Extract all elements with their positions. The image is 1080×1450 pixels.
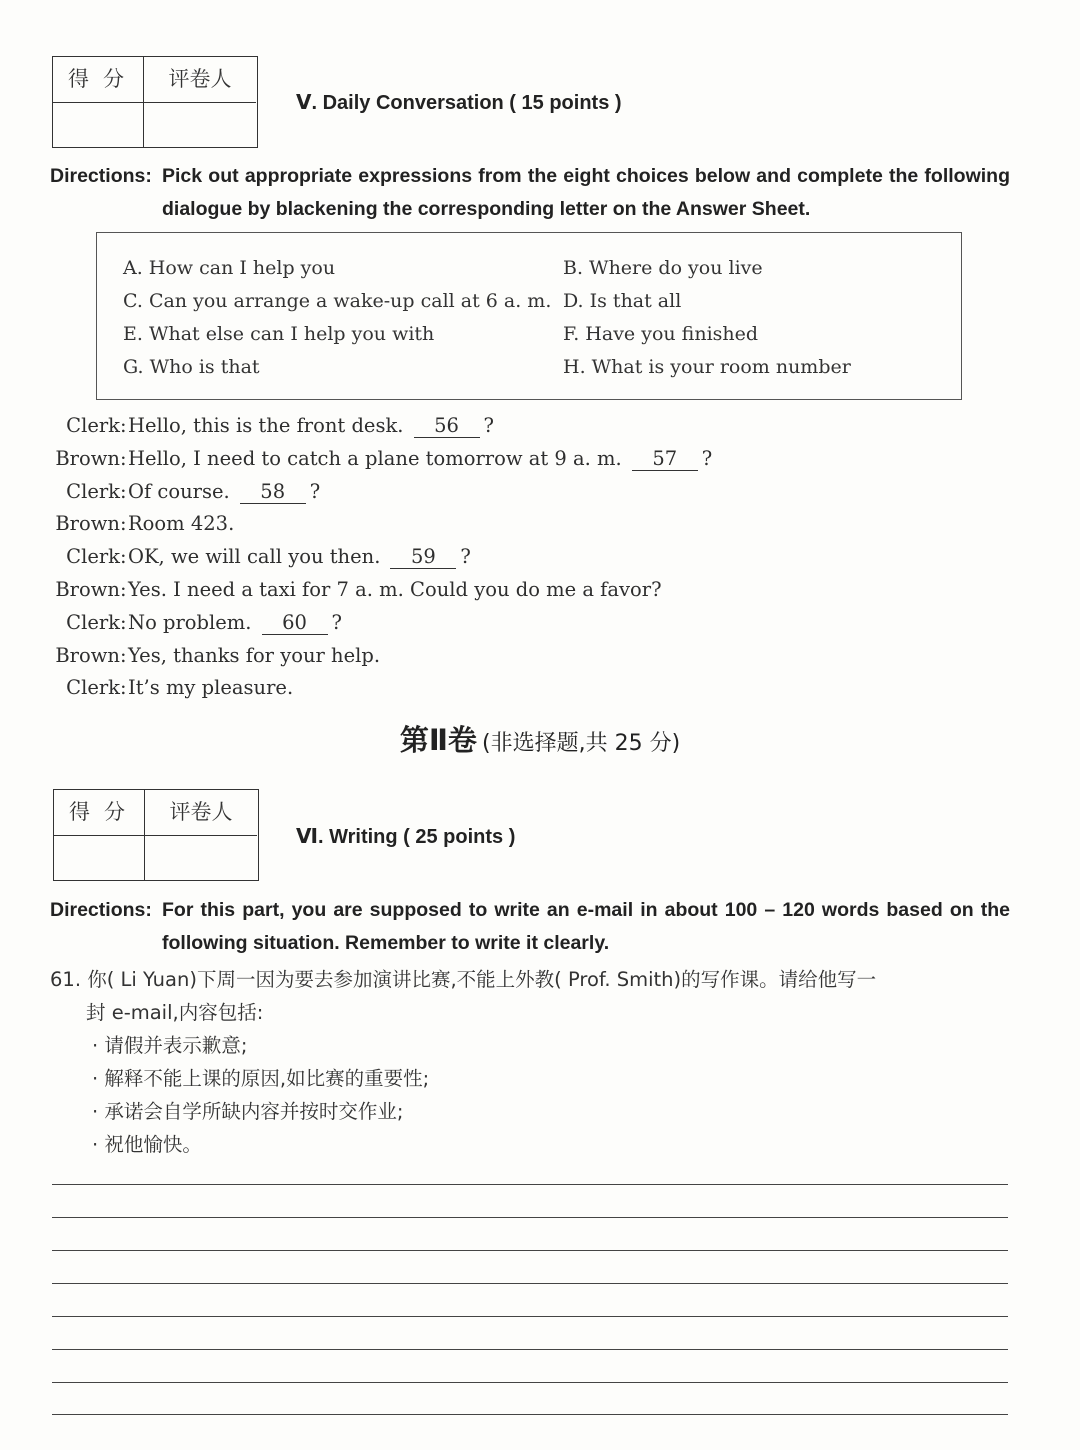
writing-line[interactable]	[52, 1382, 1008, 1383]
part2-subtitle: (非选择题,共 25 分)	[482, 731, 681, 756]
directions-text: Pick out appropriate expressions from the eight choices below and complete the following dialogue by blackening the corresponding letter on the Answer Sheet.	[162, 165, 1010, 220]
writing-line[interactable]	[52, 1217, 1008, 1218]
answer-blank[interactable]: 59	[390, 546, 456, 569]
dialogue-speaker: Brown	[55, 446, 120, 470]
directions-label: Directions:	[50, 899, 152, 921]
dialogue-line	[50, 545, 471, 569]
answer-blank[interactable]: 57	[632, 448, 698, 471]
grader-entry[interactable]	[144, 103, 256, 147]
choices-box	[96, 232, 962, 400]
dialogue-speaker: Clerk	[66, 610, 120, 634]
dialogue-end-mark: ?	[309, 479, 321, 503]
score-entry[interactable]	[53, 103, 144, 147]
dialogue-text: It’s my pleasure.	[128, 676, 294, 700]
grader-entry[interactable]	[145, 836, 257, 880]
dialogue-colon: :	[120, 414, 127, 437]
task-point-1: · 请假并表示歉意;	[92, 1034, 248, 1057]
section6-title: Ⅵ. Writing ( 25 points )	[296, 826, 516, 848]
dialogue-colon: :	[120, 643, 127, 667]
writing-line[interactable]	[52, 1184, 1008, 1185]
answer-blank[interactable]: 58	[240, 481, 306, 504]
dialogue-speaker: Clerk	[66, 479, 120, 503]
task-point-2: · 解释不能上课的原因,如比赛的重要性;	[92, 1067, 430, 1090]
dialogue-line	[50, 414, 494, 438]
dialogue-line	[50, 676, 293, 699]
section6-directions	[50, 894, 1010, 964]
writing-line[interactable]	[52, 1349, 1008, 1350]
score-label: 得分	[54, 790, 145, 836]
dialogue-text: OK, we will call you then.	[128, 545, 381, 569]
part2-title: 第Ⅱ卷	[399, 723, 477, 757]
dialogue-line	[50, 611, 342, 635]
task-line-1: 61. 你( Li Yuan)下周一因为要去参加演讲比赛,不能上外教( Prof. Smith)的写作课。请给他写一	[50, 968, 877, 991]
grader-label: 评卷人	[144, 57, 256, 103]
dialogue-text: Hello, this is the front desk.	[128, 414, 404, 437]
dialogue-speaker: Brown	[55, 643, 120, 667]
dialogue-line	[50, 480, 320, 504]
writing-line[interactable]	[52, 1414, 1008, 1415]
dialogue-speaker: Brown	[55, 512, 120, 536]
dialogue-end-mark: ?	[701, 446, 713, 470]
score-label: 得分	[53, 57, 144, 103]
choice-f: F. Have you finished	[563, 323, 759, 345]
task-point-4: · 祝他愉快。	[92, 1133, 202, 1156]
choice-g: G. Who is that	[123, 356, 260, 378]
dialogue-speaker: Brown	[55, 578, 120, 601]
writing-line[interactable]	[52, 1316, 1008, 1317]
task-point-3: · 承诺会自学所缺内容并按时交作业;	[92, 1100, 404, 1123]
part2-heading	[0, 718, 1080, 759]
directions-text: For this part, you are supposed to write an e-mail in about 100 – 120 words based on the following situation. Remember to write it clearly.	[162, 899, 1010, 954]
directions-label: Directions:	[50, 165, 152, 187]
dialogue-speaker: Clerk	[66, 545, 120, 569]
dialogue-colon: :	[120, 479, 127, 503]
dialogue-speaker: Clerk	[66, 414, 120, 437]
dialogue-line	[50, 447, 712, 471]
dialogue-end-mark: ?	[331, 610, 342, 634]
choice-b: B. Where do you live	[563, 257, 763, 279]
choice-h: H. What is your room number	[563, 356, 851, 378]
dialogue-line	[50, 578, 662, 601]
dialogue-text: Room 423.	[128, 512, 235, 536]
grader-label: 评卷人	[145, 790, 257, 836]
section5-directions	[50, 160, 1010, 230]
dialogue-text: Yes. I need a taxi for 7 a. m. Could you do me a favor?	[128, 578, 662, 601]
dialogue-text: No problem.	[128, 610, 252, 634]
dialogue-text: Hello, I need to catch a plane tomorrow at 9 a. m.	[128, 446, 622, 470]
choice-e: E. What else can I help you with	[123, 323, 435, 345]
dialogue-colon: :	[120, 545, 127, 569]
choice-c: C. Can you arrange a wake-up call at 6 a. m.	[123, 290, 552, 312]
score-entry[interactable]	[54, 836, 145, 880]
dialogue-end-mark: ?	[483, 414, 494, 437]
dialogue-colon: :	[120, 446, 127, 470]
dialogue-colon: :	[120, 676, 127, 700]
dialogue-line	[50, 512, 234, 535]
task-line-2: 封 e-mail,内容包括:	[86, 1001, 264, 1024]
dialogue-line	[50, 644, 380, 667]
dialogue-text: Of course.	[128, 479, 230, 503]
score-box-section5	[52, 56, 258, 148]
score-box-section6	[53, 789, 259, 881]
writing-line[interactable]	[52, 1283, 1008, 1284]
dialogue-end-mark: ?	[460, 545, 471, 569]
dialogue-colon: :	[120, 578, 127, 601]
writing-line[interactable]	[52, 1250, 1008, 1251]
dialogue-text: Yes, thanks for your help.	[128, 643, 381, 667]
choice-d: D. Is that all	[563, 290, 682, 312]
dialogue-colon: :	[120, 512, 127, 536]
dialogue-colon: :	[120, 610, 127, 634]
answer-blank[interactable]: 60	[262, 612, 328, 635]
section5-title: Ⅴ. Daily Conversation ( 15 points )	[296, 92, 622, 114]
answer-blank[interactable]: 56	[414, 415, 480, 438]
dialogue-speaker: Clerk	[66, 676, 120, 700]
choice-a: A. How can I help you	[123, 257, 336, 279]
